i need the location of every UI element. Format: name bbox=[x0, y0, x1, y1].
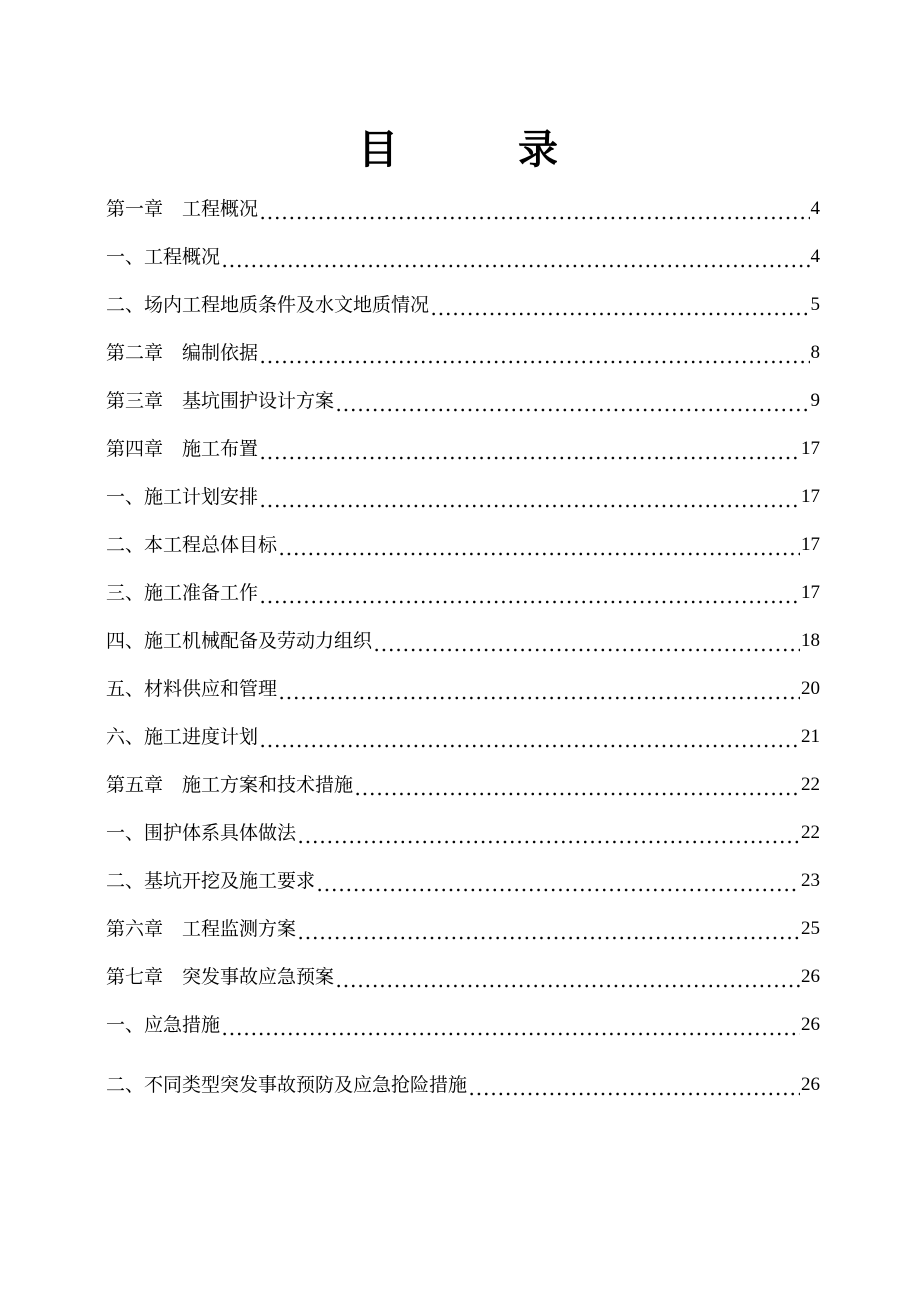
toc-leader-dots bbox=[221, 1010, 800, 1040]
toc-entry-7-2[interactable] bbox=[106, 1070, 820, 1100]
toc-page-number: 8 bbox=[810, 342, 820, 363]
toc-entry-text: 第五章 施工方案和技术措施 bbox=[106, 774, 354, 796]
toc-entry-chapter-6[interactable] bbox=[106, 914, 820, 944]
toc-page-number: 26 bbox=[801, 1074, 820, 1095]
toc-entry-chapter-1[interactable] bbox=[106, 194, 820, 224]
toc-leader-dots bbox=[259, 722, 800, 752]
toc-entry-text: 一、施工计划安排 bbox=[106, 486, 259, 508]
toc-page-number: 17 bbox=[801, 438, 820, 459]
toc-page-number: 5 bbox=[810, 294, 820, 315]
toc-leader-dots bbox=[335, 962, 800, 992]
toc-page-number: 17 bbox=[801, 534, 820, 555]
toc-leader-dots bbox=[259, 194, 809, 224]
toc-page-number: 4 bbox=[810, 198, 820, 219]
toc-page-number: 4 bbox=[810, 246, 820, 267]
toc-leader-dots bbox=[430, 290, 809, 320]
toc-leader-dots bbox=[259, 434, 800, 464]
toc-entry-text: 一、工程概况 bbox=[106, 246, 221, 268]
toc-leader-dots bbox=[297, 914, 800, 944]
toc-page-number: 18 bbox=[801, 630, 820, 651]
toc-entry-4-6[interactable] bbox=[106, 722, 820, 752]
title-char-1: 目 bbox=[358, 127, 398, 173]
toc-entry-text: 一、围护体系具体做法 bbox=[106, 822, 297, 844]
toc-page-number: 25 bbox=[801, 918, 820, 939]
toc-entry-text: 第四章 施工布置 bbox=[106, 438, 259, 460]
toc-entry-chapter-2[interactable] bbox=[106, 338, 820, 368]
toc-page-number: 23 bbox=[801, 870, 820, 891]
toc-entry-text: 第六章 工程监测方案 bbox=[106, 918, 297, 940]
toc-leader-dots bbox=[278, 530, 800, 560]
toc-page-number: 20 bbox=[801, 678, 820, 699]
toc-leader-dots bbox=[259, 338, 809, 368]
toc-entry-chapter-3[interactable] bbox=[106, 386, 820, 416]
toc-entry-text: 一、应急措施 bbox=[106, 1014, 221, 1036]
toc-entry-text: 三、施工准备工作 bbox=[106, 582, 259, 604]
toc-leader-dots bbox=[354, 770, 800, 800]
toc-entry-chapter-4[interactable] bbox=[106, 434, 820, 464]
toc-entry-1-1[interactable] bbox=[106, 242, 820, 272]
toc-entry-text: 第三章 基坑围护设计方案 bbox=[106, 390, 335, 412]
toc-page-number: 22 bbox=[801, 822, 820, 843]
toc-leader-dots bbox=[221, 242, 809, 272]
toc-leader-dots bbox=[316, 866, 800, 896]
toc-page-number: 26 bbox=[801, 1014, 820, 1035]
toc-entry-text: 二、不同类型突发事故预防及应急抢险措施 bbox=[106, 1074, 468, 1096]
toc-page-number: 17 bbox=[801, 582, 820, 603]
toc-page-number: 17 bbox=[801, 486, 820, 507]
toc-entry-text: 二、基坑开挖及施工要求 bbox=[106, 870, 316, 892]
toc-leader-dots bbox=[468, 1070, 800, 1100]
toc-leader-dots bbox=[373, 626, 800, 656]
toc-entry-5-2[interactable] bbox=[106, 866, 820, 896]
toc-entry-text: 六、施工进度计划 bbox=[106, 726, 259, 748]
toc-entry-text: 第一章 工程概况 bbox=[106, 198, 259, 220]
toc-entry-4-3[interactable] bbox=[106, 578, 820, 608]
toc-leader-dots bbox=[259, 482, 800, 512]
toc-entry-text: 二、本工程总体目标 bbox=[106, 534, 278, 556]
toc-entry-text: 四、施工机械配备及劳动力组织 bbox=[106, 630, 373, 652]
toc-entry-4-2[interactable] bbox=[106, 530, 820, 560]
toc-entry-4-1[interactable] bbox=[106, 482, 820, 512]
toc-leader-dots bbox=[259, 578, 800, 608]
toc-entry-text: 二、场内工程地质条件及水文地质情况 bbox=[106, 294, 430, 316]
toc-page-number: 26 bbox=[801, 966, 820, 987]
toc-entry-4-4[interactable] bbox=[106, 626, 820, 656]
toc-entry-5-1[interactable] bbox=[106, 818, 820, 848]
toc-page-number: 22 bbox=[801, 774, 820, 795]
toc-entry-1-2[interactable] bbox=[106, 290, 820, 320]
toc-leader-dots bbox=[335, 386, 809, 416]
toc-entry-text: 第七章 突发事故应急预案 bbox=[106, 966, 335, 988]
toc-entry-4-5[interactable] bbox=[106, 674, 820, 704]
toc-entry-chapter-7[interactable] bbox=[106, 962, 820, 992]
toc-entry-7-1[interactable] bbox=[106, 1010, 820, 1040]
toc-page-number: 9 bbox=[810, 390, 820, 411]
toc-page-number: 21 bbox=[801, 726, 820, 747]
toc-leader-dots bbox=[297, 818, 800, 848]
title-char-2: 录 bbox=[518, 127, 558, 173]
toc-leader-dots bbox=[278, 674, 800, 704]
toc-entry-text: 第二章 编制依据 bbox=[106, 342, 259, 364]
toc-entry-text: 五、材料供应和管理 bbox=[106, 678, 278, 700]
toc-entry-chapter-5[interactable] bbox=[106, 770, 820, 800]
